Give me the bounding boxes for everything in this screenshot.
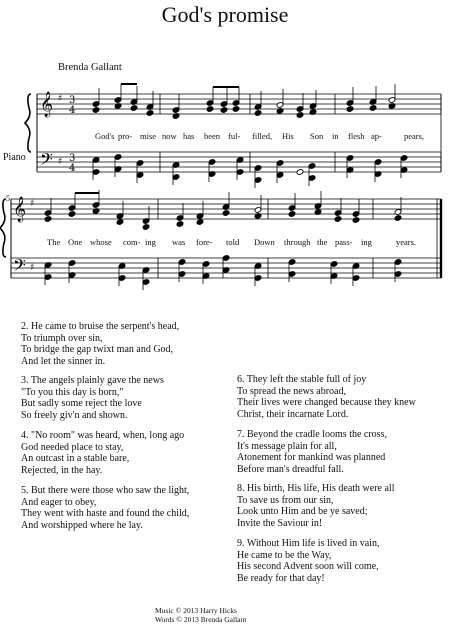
verse-line: To spread the news abroad, [237,385,346,397]
verse-line: 2. He came to bruise the serpent's head, [21,321,180,332]
bass-clef-icon: 𝄢 [13,255,26,279]
copyright-credits [155,606,246,624]
verse-line: Look unto Him and be ye saved; [237,506,368,518]
notehead [346,106,354,113]
notehead [296,112,304,119]
verse-line: 3. The angels plainly gave the news [21,375,164,386]
lyric-syllable: The [47,237,61,247]
lyric-syllable: ap- [371,131,382,141]
notehead [352,217,360,224]
time-signature: 4 [69,105,76,116]
notehead [176,221,184,228]
verse-stanza [237,374,416,420]
treble-clef-icon: 𝄞 [40,92,54,117]
words-credit: Words © 2013 Brenda Gallant [155,615,247,624]
lyric-syllable: mise [140,131,157,141]
lyric-syllable: now [162,131,177,141]
notehead [196,219,204,226]
time-signature: 3 [69,95,76,106]
lyric-syllable: His [282,131,294,141]
notehead [206,106,214,113]
lyric-syllable: com- [123,237,141,247]
key-signature-sharp: ♯ [30,199,35,209]
brace [25,94,31,152]
notehead [232,106,240,113]
notehead [44,216,52,223]
lyric-syllable: fore- [196,237,213,247]
time-signature: 3 [69,153,76,164]
verse-line: They went with haste and found the child, [21,508,190,520]
brace [0,199,6,257]
notehead [369,105,377,112]
verse-line: Rejected, in the hay. [21,464,103,476]
verse-stanza [21,321,179,367]
notehead [296,169,304,176]
verse-line: 4. "No room" was heard, when, long ago [21,430,185,441]
notehead [334,216,342,223]
lyric-syllable: pears, [404,131,425,141]
verse-line: To triumph over sin, [21,332,103,344]
verse-line: And worshipped where he lay. [21,519,143,531]
bass-clef-icon: 𝄢 [40,149,53,173]
lyric-syllable: ing [361,237,372,247]
music-score [0,0,450,300]
notehead [254,110,262,117]
notehead [220,107,228,114]
notehead [92,107,100,114]
music-credit: Music © 2013 Harry Hicks [155,606,237,615]
lyric-syllable: been [204,131,221,141]
notehead [68,211,76,218]
verse-stanza [21,375,164,421]
verse-line: An outcast in a stable bare, [21,453,130,465]
lyric-syllable: ful- [228,131,241,141]
verse-line: "To you this day is born," [21,386,124,398]
measure-number: 5 [6,194,10,203]
verse-line: His second Advent soon will come, [237,561,379,573]
verse-stanza [21,485,189,531]
verse-stanza [237,429,387,475]
lyric-syllable: ing [145,237,156,247]
verse-line: But sadly some reject the love [21,398,142,410]
notehead [142,224,150,231]
verse-line: And eager to obey, [21,496,97,508]
verse-line: 9. Without Him life is lived in vain, [237,538,380,549]
verse-line: 6. They left the stable full of joy [237,374,367,385]
notehead [130,105,138,112]
notehead [222,210,230,217]
verse-line: To save us from our sin, [237,494,334,506]
key-signature-sharp: ♯ [30,263,35,273]
verse-stanza [237,538,379,584]
verse-line: To bridge the gap twixt man and God, [21,344,174,356]
lyric-syllable: has [183,131,195,141]
lyric-syllable: through [284,237,311,247]
verse-line: Be ready for that day! [237,572,325,584]
page-title: God's promise [161,2,289,27]
verse-line: God needed place to stay, [21,441,124,453]
key-signature-sharp: ♯ [58,94,63,104]
verse-line: And let the sinner in. [21,355,106,367]
lyric-syllable: Son [310,131,324,141]
notehead [116,219,124,226]
verse-line: Invite the Saviour in! [237,517,323,529]
verse-line: Christ, their incarnate Lord. [237,408,349,420]
key-signature-sharp: ♯ [58,157,63,167]
lyric-syllable: God's [95,131,115,141]
lyric-syllable: pass- [335,237,353,247]
composer-credit: Brenda Gallant [58,62,122,73]
lyric-syllable: pro- [118,131,133,141]
verse-line: It's message plain for all, [237,440,337,452]
verse-line: 8. His birth, His life, His death were all [237,483,395,494]
lyric-syllable: told [226,237,240,247]
lyric-syllable: filled, [252,131,273,141]
verse-stanza [237,483,394,529]
lyric-syllable: One [68,237,83,247]
notehead [146,110,154,117]
verse-line: Before man's dreadful fall. [237,463,344,475]
lyric-syllable: whose [90,237,112,247]
lyric-syllable: was [172,237,186,247]
verse-line: Atonement for mankind was planned [237,452,386,464]
verse-line: 5. But there were those who saw the light, [21,485,190,496]
verse-stanza [21,430,184,476]
verse-line: He came to be the Way, [237,549,332,561]
verse-line: Their lives were changed because they knew [237,397,416,409]
notehead [288,211,296,218]
treble-clef-icon: 𝄞 [13,197,27,222]
lyric-syllable: flesh [348,131,365,141]
lyric-syllable: years. [396,237,417,247]
verse-line: 7. Beyond the cradle looms the cross, [237,429,387,440]
instrument-label: Piano [3,152,26,163]
lyric-syllable: Down [254,237,275,247]
time-signature: 4 [69,163,76,174]
verse-line: So freely giv'n and shown. [21,409,128,421]
notehead [394,215,402,222]
lyric-syllable: the [317,237,328,247]
lyric-syllable: in [332,131,339,141]
